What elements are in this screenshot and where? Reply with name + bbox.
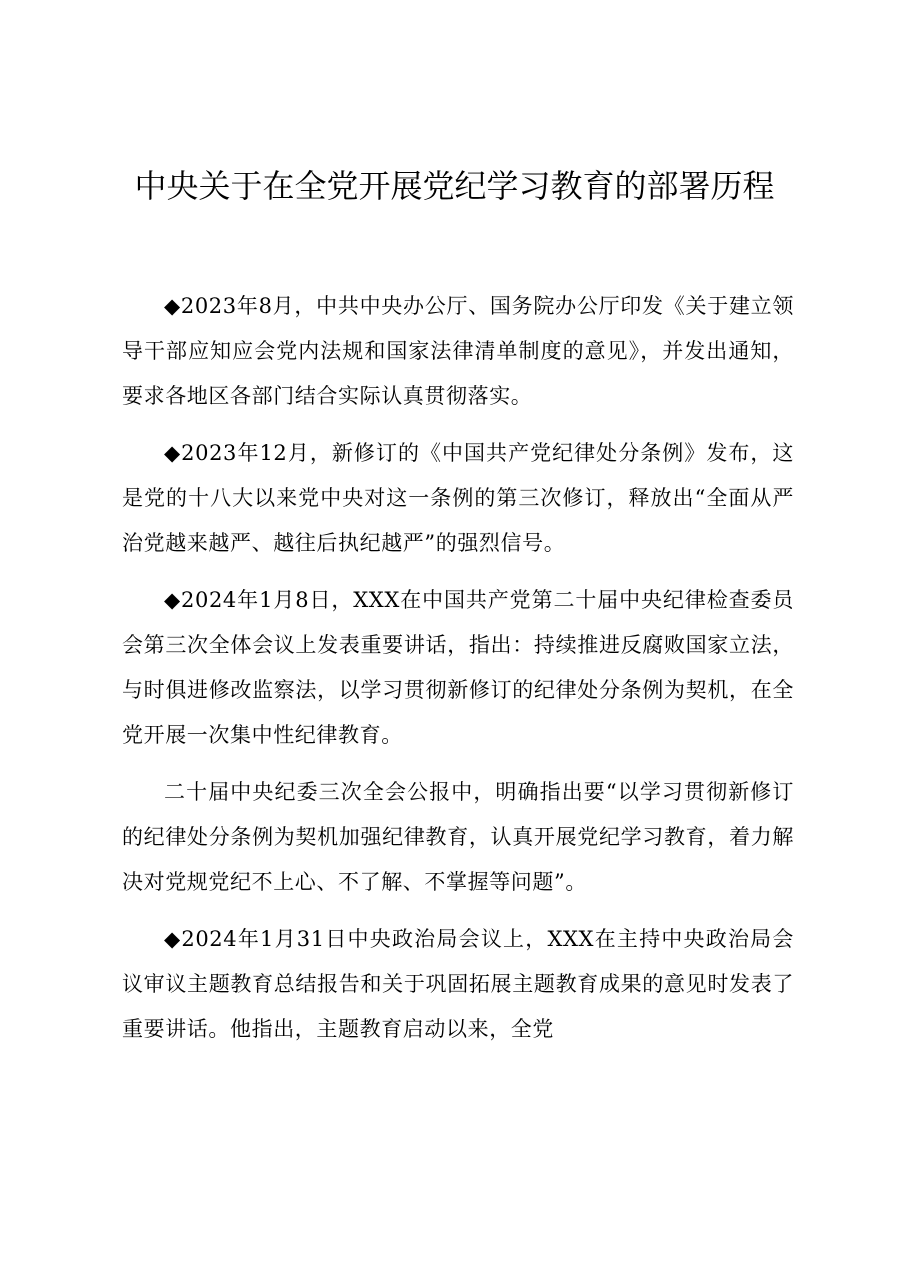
paragraph-text: ◆2024年1月8日，XXX在中国共产党第二十届中央纪律检查委员会第三次全体会议上发表重要讲话，指出：持续推进反腐败国家立法，与时俱进修改监察法，以学习贯彻新修订的纪律处分条例为契机，: [122, 588, 794, 702]
paragraph-text: ◆2023年12月，新修订的: [164, 441, 420, 465]
highlighted-quote: 以学习贯彻新修订的纪律处分条例为契机加强纪律教育，认真开展党纪学习教育，着力解决对党规党纪不上心、不了解、不掌握等问题: [122, 780, 794, 894]
paragraph-text: 。: [381, 723, 403, 747]
paragraph-2024-jan-8: [122, 578, 794, 758]
regulation-title-reference: 《中国共产党纪律处分条例》: [419, 441, 707, 465]
paragraph-text: ，并发出通知，要求各地区各部门结合实际认真贯彻落实。: [122, 339, 794, 408]
paragraph-2023-aug: [122, 284, 794, 419]
paragraph-text: ◆2023年8月，中共中央办公厅、国务院办公厅印发: [164, 294, 664, 318]
highlighted-text: 在全党开展一次集中性纪律教育: [122, 678, 794, 747]
document-body: [122, 284, 794, 1064]
paragraph-text: ”。: [554, 870, 587, 894]
paragraph-2024-jan-31: [122, 917, 794, 1052]
paragraph-text: ◆2024年1月31日中央政治局会议上，XXX在主持中央政治局会议审议主题教育总结报告和关于巩固拓展主题教育成果的意见时发表了重要讲话。他指出，主题教育启动以来，全党: [122, 927, 794, 1041]
paragraph-text: 发布，这是党的十八大以来党中央对这一条例的第三次修订，释放出“全面从严治党越来越严、越往后执纪越严”的强烈信号。: [122, 441, 795, 555]
paragraph-communique: [122, 770, 794, 905]
paragraph-text: 二十届中央纪委三次全会公报中，明确指出要“: [164, 780, 618, 804]
document-title-reference: 《关于建立领导干部应知应会党内法规和国家法律清单制度的意见》: [122, 294, 795, 363]
paragraph-2023-dec: [122, 431, 794, 566]
document-title: 中央关于在全党开展党纪学习教育的部署历程: [134, 167, 775, 205]
